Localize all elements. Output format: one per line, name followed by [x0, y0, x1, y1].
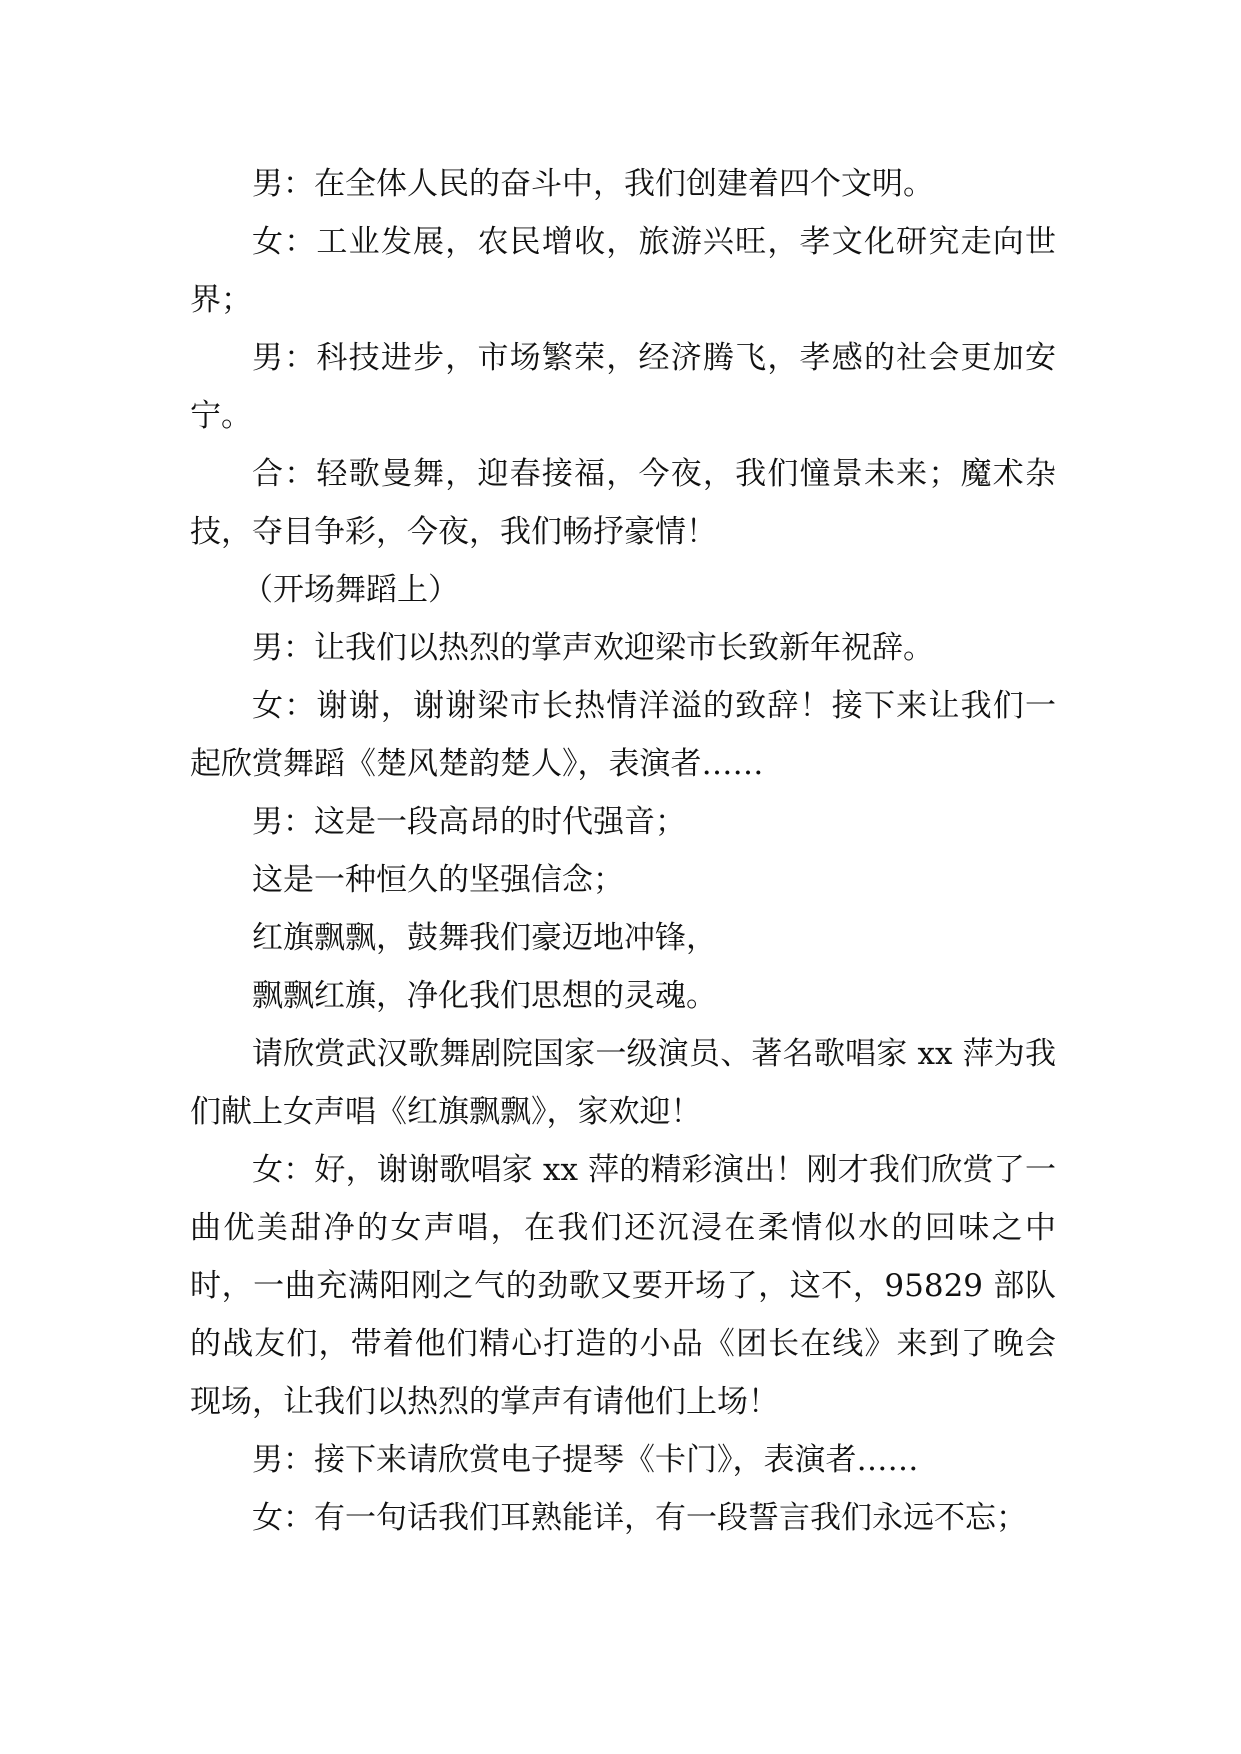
paragraph: 男：让我们以热烈的掌声欢迎梁市长致新年祝辞。	[252, 630, 934, 666]
paragraph: 男：科技进步，市场繁荣，经济腾飞，孝感的社会更加安宁。	[190, 340, 1056, 434]
paragraph: 这是一种恒久的坚强信念；	[252, 862, 624, 898]
paragraph: 男：接下来请欣赏电子提琴《卡门》，表演者……	[252, 1442, 919, 1478]
paragraph: 女：工业发展，农民增收，旅游兴旺，孝文化研究走向世界；	[190, 224, 1056, 318]
paragraph: 合：轻歌曼舞，迎春接福，今夜，我们憧景未来；魔术杂技，夺目争彩，今夜，我们畅抒豪情！	[190, 456, 1056, 550]
paragraph: （开场舞蹈上）	[242, 572, 459, 608]
paragraph: 男：在全体人民的奋斗中，我们创建着四个文明。	[252, 166, 934, 202]
paragraph: 女：好，谢谢歌唱家 xx 萍的精彩演出！刚才我们欣赏了一曲优美甜净的女声唱，在我们还沉浸在柔情似水的回味之中时，一曲充满阳刚之气的劲歌又要开场了，这不，95829 部队的战友们，带着他们精心打造的小品《团长在线》来到了晚会现场，让我们以热烈的掌声有请他们上场！	[190, 1152, 1056, 1420]
paragraph: 飘飘红旗，净化我们思想的灵魂。	[252, 978, 717, 1014]
paragraph: 男：这是一段高昂的时代强音；	[252, 804, 686, 840]
paragraph: 女：有一句话我们耳熟能详，有一段誓言我们永远不忘；	[252, 1500, 1027, 1536]
paragraph: 女：谢谢，谢谢梁市长热情洋溢的致辞！接下来让我们一起欣赏舞蹈《楚风楚韵楚人》，表演者……	[190, 688, 1056, 782]
document-body	[190, 155, 1056, 1547]
paragraph: 请欣赏武汉歌舞剧院国家一级演员、著名歌唱家 xx 萍为我们献上女声唱《红旗飘飘》，家欢迎！	[190, 1036, 1056, 1130]
paragraph: 红旗飘飘，鼓舞我们豪迈地冲锋，	[252, 920, 717, 956]
